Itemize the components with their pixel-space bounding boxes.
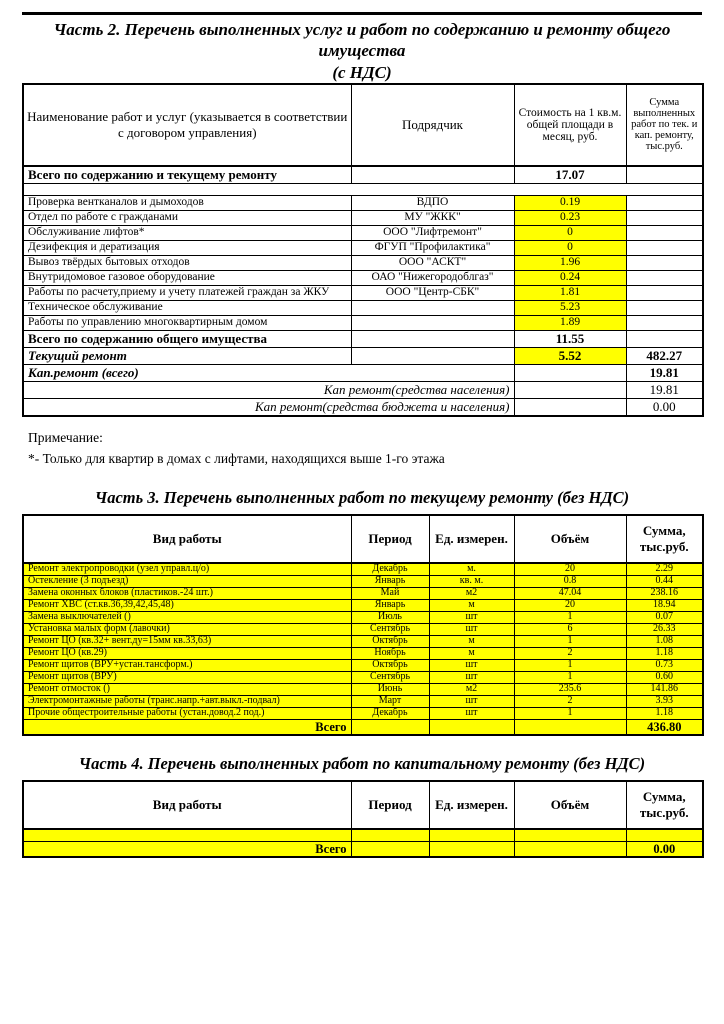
table-cell: 1.89 <box>514 315 626 330</box>
table-row <box>23 623 703 635</box>
table-cell <box>514 829 626 842</box>
table-cell: Прочие общестроительные работы (устан.довод.2 под.) <box>23 707 351 719</box>
table-cell: Май <box>351 587 429 599</box>
table-cell: 235.6 <box>514 683 626 695</box>
table-cell <box>626 330 703 347</box>
table-cell: ООО "Лифтремонт" <box>351 225 514 240</box>
table-row <box>23 683 703 695</box>
table-row <box>23 381 703 398</box>
table-cell <box>23 829 351 842</box>
table-cell: Ремонт щитов (ВРУ) <box>23 671 351 683</box>
table-cell <box>514 719 626 735</box>
table-cell: Ремонт ХВС (ст.кв.36,39,42,45,48) <box>23 599 351 611</box>
table-cell: 2.29 <box>626 563 703 576</box>
part2-col-name: Наименование работ и услуг (указывается в соответствии с договором управления) <box>23 84 351 166</box>
table-row <box>23 841 703 857</box>
table-row <box>23 647 703 659</box>
table-cell: 0 <box>514 225 626 240</box>
table-cell: Текущий ремонт <box>23 347 351 364</box>
table-cell: 20 <box>514 563 626 576</box>
table-cell <box>429 841 514 857</box>
part2-col-cost: Стоимость на 1 кв.м. общей площади в месяц, руб. <box>514 84 626 166</box>
table-row <box>23 225 703 240</box>
table-cell: 1.96 <box>514 255 626 270</box>
table-row <box>23 347 703 364</box>
table-cell: шт <box>429 623 514 635</box>
table-cell <box>351 315 514 330</box>
table-row <box>23 587 703 599</box>
table-cell: 47.04 <box>514 587 626 599</box>
part4-table <box>22 780 704 858</box>
table-cell: кв. м. <box>429 575 514 587</box>
table-cell: Всего по содержанию и текущему ремонту <box>23 166 351 184</box>
part4-col-period: Период <box>351 781 429 829</box>
table-cell: Ремонт электропроводки (узел управл.ц/о) <box>23 563 351 576</box>
table-cell: 11.55 <box>514 330 626 347</box>
table-cell <box>351 829 429 842</box>
table-cell <box>429 829 514 842</box>
note-text: *- Только для квартир в домах с лифтами, находящихся выше 1-го этажа <box>28 451 445 467</box>
table-cell: Ремонт щитов (ВРУ+устан.тансформ.) <box>23 659 351 671</box>
table-cell: 20 <box>514 599 626 611</box>
table-cell: шт <box>429 707 514 719</box>
table-cell: Ремонт ЦО (кв.32+ вент.ду=15мм кв.33,63) <box>23 635 351 647</box>
table-cell: 0.8 <box>514 575 626 587</box>
table-cell: Внутридомовое газовое оборудование <box>23 270 351 285</box>
table-cell: Кап.ремонт (всего) <box>23 364 514 381</box>
table-row <box>23 210 703 225</box>
table-cell: МУ "ЖКК" <box>351 210 514 225</box>
table-cell: ООО "АСКТ" <box>351 255 514 270</box>
table-cell: Остекление (3 подъезд) <box>23 575 351 587</box>
table-cell: Ноябрь <box>351 647 429 659</box>
table-cell: 3.93 <box>626 695 703 707</box>
table-cell: 0 <box>514 240 626 255</box>
table-cell: Замена оконных блоков (пластиков.-24 шт.) <box>23 587 351 599</box>
part4-title: Часть 4. Перечень выполненных работ по капитальному ремонту (без НДС) <box>78 753 646 773</box>
table-row <box>23 364 703 381</box>
table-cell: 0.60 <box>626 671 703 683</box>
table-cell: Дезифекция и дератизация <box>23 240 351 255</box>
part3-table <box>22 514 704 736</box>
part2-title-line1: Часть 2. Перечень выполненных услуг и работ по содержанию и ремонту общего имущества <box>53 20 671 61</box>
table-cell: 0.00 <box>626 841 703 857</box>
table-cell: Январь <box>351 599 429 611</box>
table-row <box>23 330 703 347</box>
table-cell: 19.81 <box>626 364 703 381</box>
table-cell <box>351 330 514 347</box>
table-cell: Декабрь <box>351 563 429 576</box>
table-cell: 26.33 <box>626 623 703 635</box>
part4-table-body <box>23 829 703 857</box>
table-cell: Январь <box>351 575 429 587</box>
table-cell: 0.23 <box>514 210 626 225</box>
table-cell: Всего по содержанию общего имущества <box>23 330 351 347</box>
table-cell <box>23 183 703 195</box>
table-row <box>23 719 703 735</box>
table-cell: Всего <box>23 719 351 735</box>
table-cell: 17.07 <box>514 166 626 184</box>
table-cell: Проверка вентканалов и дымоходов <box>23 195 351 210</box>
table-cell: Июнь <box>351 683 429 695</box>
table-cell <box>626 829 703 842</box>
part4-col-unit: Ед. измерен. <box>429 781 514 829</box>
table-cell: Сентябрь <box>351 623 429 635</box>
table-row <box>23 611 703 623</box>
table-cell: 0.19 <box>514 195 626 210</box>
table-cell: 1 <box>514 611 626 623</box>
table-cell <box>351 841 429 857</box>
table-cell: шт <box>429 671 514 683</box>
table-cell: 482.27 <box>626 347 703 364</box>
table-cell <box>626 270 703 285</box>
table-cell: шт <box>429 611 514 623</box>
table-cell: 0.24 <box>514 270 626 285</box>
table-cell: Замена выключателей () <box>23 611 351 623</box>
table-row <box>23 300 703 315</box>
table-cell: Обслуживание лифтов* <box>23 225 351 240</box>
note-block <box>28 427 702 470</box>
table-cell: 2 <box>514 647 626 659</box>
table-row <box>23 315 703 330</box>
table-row <box>23 707 703 719</box>
part2-table-body <box>23 166 703 416</box>
part3-col-volume: Объём <box>514 515 626 563</box>
part3-col-unit: Ед. измерен. <box>429 515 514 563</box>
part2-col-contractor: Подрядчик <box>351 84 514 166</box>
table-cell: 1 <box>514 707 626 719</box>
table-cell: Октябрь <box>351 635 429 647</box>
table-row <box>23 659 703 671</box>
table-cell: Октябрь <box>351 659 429 671</box>
table-row <box>23 195 703 210</box>
table-cell: 1 <box>514 635 626 647</box>
part4-col-sum: Сумма, тыс.руб. <box>626 781 703 829</box>
table-row <box>23 829 703 842</box>
table-row <box>23 255 703 270</box>
table-row <box>23 575 703 587</box>
part3-col-period: Период <box>351 515 429 563</box>
part2-col-sum: Сумма выполненных работ по тек. и кап. ремонту, тыс.руб. <box>626 84 703 166</box>
table-cell: ФГУП "Профилактика" <box>351 240 514 255</box>
table-cell: Кап ремонт(средства бюджета и населения) <box>23 398 514 416</box>
table-cell: Техническое обслуживание <box>23 300 351 315</box>
part4-col-volume: Объём <box>514 781 626 829</box>
table-cell: Март <box>351 695 429 707</box>
table-cell: шт <box>429 695 514 707</box>
table-cell: 436.80 <box>626 719 703 735</box>
part3-table-body <box>23 563 703 735</box>
table-cell: м <box>429 599 514 611</box>
table-row <box>23 166 703 184</box>
table-cell: 0.00 <box>626 398 703 416</box>
table-cell: м <box>429 635 514 647</box>
table-cell: 1.18 <box>626 707 703 719</box>
table-cell <box>626 210 703 225</box>
table-cell: ОАО "Нижегородоблгаз" <box>351 270 514 285</box>
table-cell <box>351 300 514 315</box>
table-cell <box>514 398 626 416</box>
table-row <box>23 183 703 195</box>
table-cell: 1 <box>514 671 626 683</box>
table-cell: Кап ремонт(средства населения) <box>23 381 514 398</box>
table-row <box>23 240 703 255</box>
table-cell <box>429 719 514 735</box>
table-cell: 6 <box>514 623 626 635</box>
table-cell: Декабрь <box>351 707 429 719</box>
table-cell: 238.16 <box>626 587 703 599</box>
table-cell <box>626 300 703 315</box>
part4-header-row <box>23 781 703 829</box>
table-cell: ВДПО <box>351 195 514 210</box>
table-row <box>23 695 703 707</box>
table-cell: 5.52 <box>514 347 626 364</box>
part3-title: Часть 3. Перечень выполненных работ по текущему ремонту (без НДС) <box>94 487 630 507</box>
table-cell: Работы по расчету,приему и учету платежей граждан за ЖКУ <box>23 285 351 300</box>
table-row <box>23 671 703 683</box>
part3-col-work: Вид работы <box>23 515 351 563</box>
table-row <box>23 635 703 647</box>
table-cell <box>626 166 703 184</box>
table-row <box>23 270 703 285</box>
table-cell <box>514 381 626 398</box>
table-cell <box>514 364 626 381</box>
table-cell <box>626 315 703 330</box>
table-cell <box>626 195 703 210</box>
table-cell: Работы по управлению многоквартирным домом <box>23 315 351 330</box>
part2-header-row <box>23 84 703 166</box>
part2-title-line2: (с НДС) <box>332 62 392 82</box>
table-cell: 1.08 <box>626 635 703 647</box>
table-cell: м <box>429 647 514 659</box>
table-cell: 5.23 <box>514 300 626 315</box>
table-cell: ООО "Центр-СБК" <box>351 285 514 300</box>
table-cell: Вывоз твёрдых бытовых отходов <box>23 255 351 270</box>
note-label: Примечание: <box>28 429 103 445</box>
table-cell: Июль <box>351 611 429 623</box>
table-cell: Отдел по работе с гражданами <box>23 210 351 225</box>
table-cell: 141.86 <box>626 683 703 695</box>
table-cell <box>351 719 429 735</box>
part3-col-sum: Сумма, тыс.руб. <box>626 515 703 563</box>
table-cell: шт <box>429 659 514 671</box>
table-cell <box>626 240 703 255</box>
top-divider <box>22 12 702 15</box>
table-cell: 19.81 <box>626 381 703 398</box>
table-cell: 1.18 <box>626 647 703 659</box>
table-cell <box>626 285 703 300</box>
table-cell: Ремонт ЦО (кв.29) <box>23 647 351 659</box>
table-cell <box>514 841 626 857</box>
table-cell <box>351 347 514 364</box>
table-cell: Ремонт отмосток () <box>23 683 351 695</box>
table-cell: 1 <box>514 659 626 671</box>
part3-header-row <box>23 515 703 563</box>
table-cell <box>351 166 514 184</box>
table-row <box>23 563 703 576</box>
table-row <box>23 599 703 611</box>
table-cell: Сентябрь <box>351 671 429 683</box>
table-cell: 0.73 <box>626 659 703 671</box>
table-row <box>23 285 703 300</box>
table-cell: 0.44 <box>626 575 703 587</box>
table-cell <box>626 255 703 270</box>
table-cell: 18.94 <box>626 599 703 611</box>
table-cell: 0.07 <box>626 611 703 623</box>
table-cell: Установка малых форм (лавочки) <box>23 623 351 635</box>
part2-title <box>22 19 702 83</box>
table-cell <box>626 225 703 240</box>
part4-col-work: Вид работы <box>23 781 351 829</box>
table-cell: 2 <box>514 695 626 707</box>
table-cell: Всего <box>23 841 351 857</box>
table-cell: м. <box>429 563 514 576</box>
table-cell: Электромонтажные работы (транс.напр.+авт.выкл.-подвал) <box>23 695 351 707</box>
table-cell: м2 <box>429 587 514 599</box>
table-row <box>23 398 703 416</box>
table-cell: 1.81 <box>514 285 626 300</box>
part2-table <box>22 83 704 417</box>
table-cell: м2 <box>429 683 514 695</box>
